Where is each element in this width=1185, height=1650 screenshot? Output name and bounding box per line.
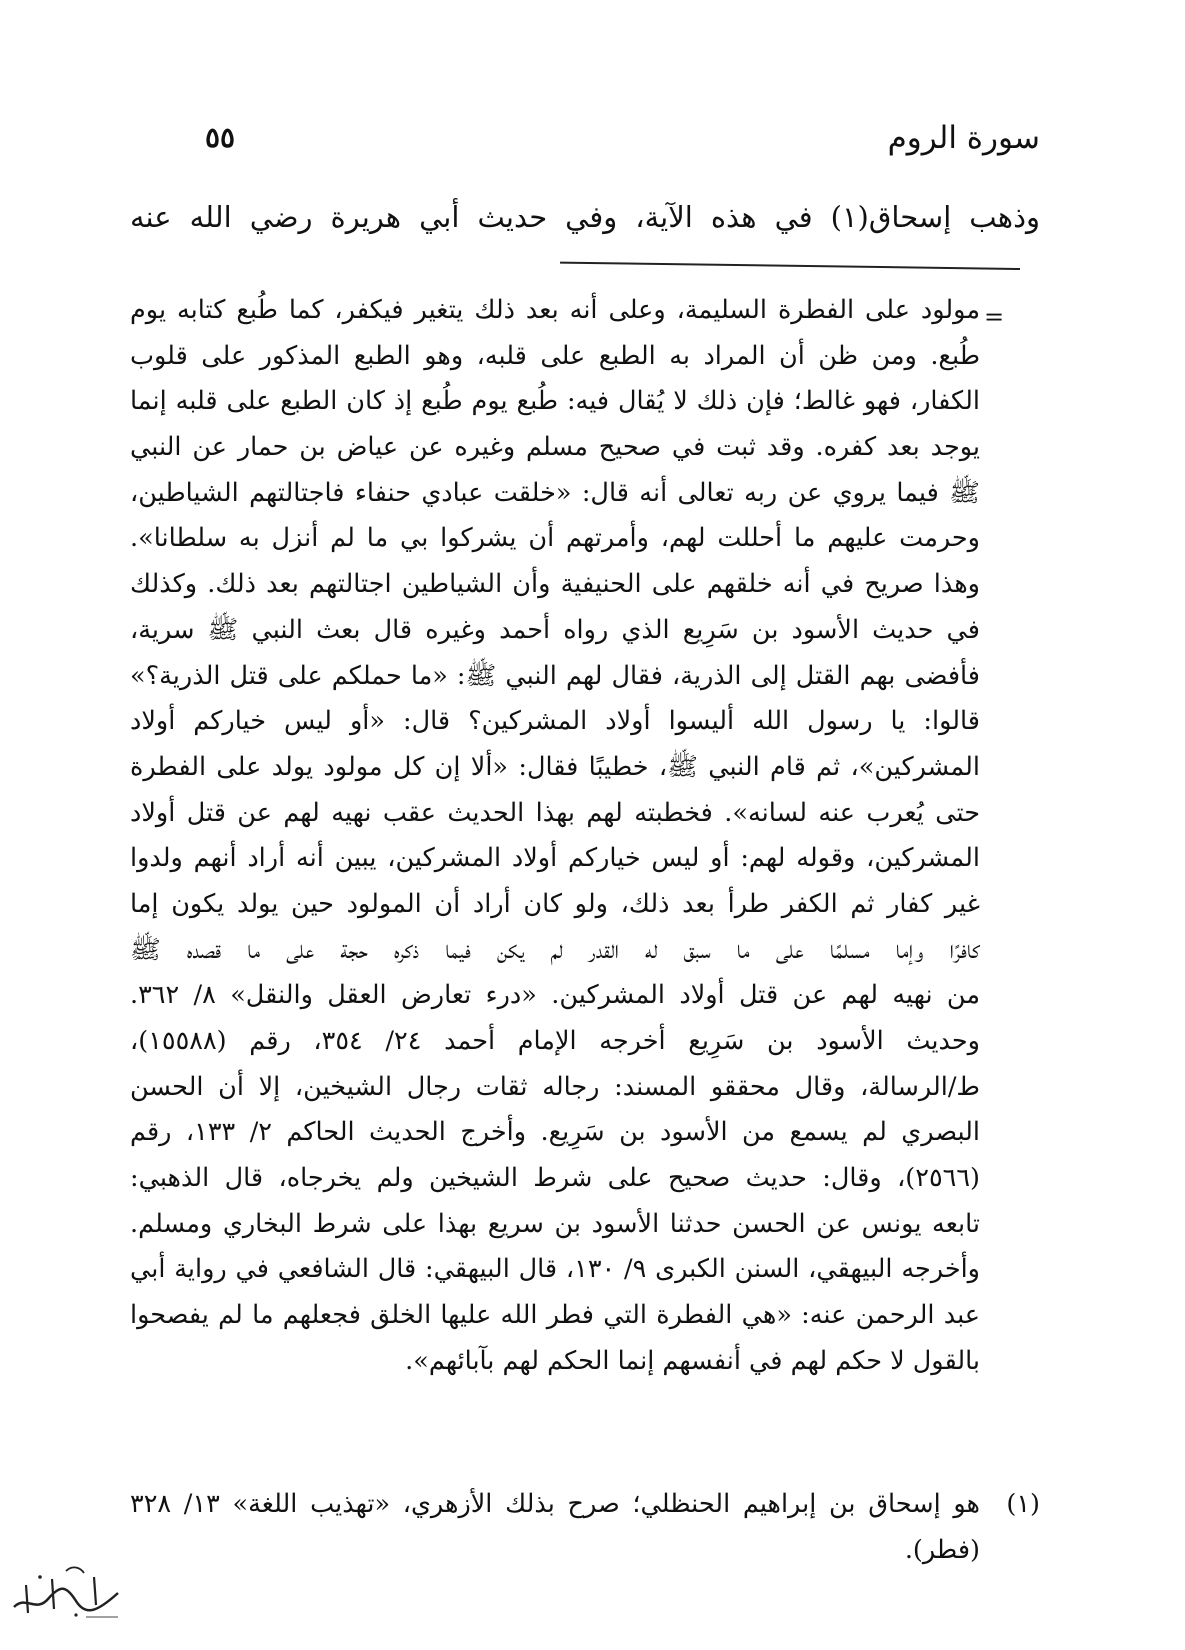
- main-text-line: وذهب إسحاق(١) في هذه الآية، وفي حديث أبي هريرة رضي الله عنه: [130, 200, 1040, 234]
- footnote-line: يوجد بعد كفره. وقد ثبت في صحيح مسلم وغيره عن عياض بن حمار عن النبي: [130, 432, 980, 463]
- footnote-line: عبد الرحمن عنه: «هي الفطرة التي فطر الله عليها الخلق فجعلهم ما لم يفصحوا: [130, 1300, 980, 1331]
- continued-footnote: [130, 288, 980, 1385]
- footnote-marker: (١): [1006, 1489, 1040, 1519]
- footnote-line: (فطر).: [904, 1534, 980, 1565]
- footnote-line: في حديث الأسود بن سَرِيع الذي رواه أحمد وغيره قال بعث النبي ﷺ سرية،: [130, 614, 980, 645]
- footnote-line: فأفضى بهم القتل إلى الذرية، فقال لهم النبي ﷺ: «ما حملكم على قتل الذرية؟»: [130, 660, 980, 691]
- page-header: [205, 116, 1040, 166]
- page-number: ٥٥: [205, 121, 236, 154]
- footnote-line: ﷺ فيما يروي عن ربه تعالى أنه قال: «خلقت عبادي حنفاء فاجتالتهم الشياطين،: [130, 477, 980, 508]
- footnote-line: مولود على الفطرة السليمة، وعلى أنه بعد ذلك يتغير فيكفر، كما طُبع كتابه يوم: [130, 295, 980, 325]
- footnote-line: وأخرجه البيهقي، السنن الكبرى ٩/ ١٣٠، قال البيهقي: قال الشافعي في رواية أبي: [130, 1254, 980, 1285]
- footnote-line: كافرًا وإما مسلمًا على ما سبق له القدر لم يكن فيما ذكره حجة على ما قصده ﷺ: [130, 934, 980, 965]
- continuation-mark: =: [984, 303, 1005, 331]
- footnote-line: البصري لم يسمع من الأسود بن سَرِيع. وأخرج الحديث الحاكم ٢/ ١٣٣، رقم: [130, 1117, 980, 1148]
- footnote-line: (٢٥٦٦)، وقال: حديث صحيح على شرط الشيخين ولم يخرجاه، قال الذهبي:: [130, 1163, 980, 1194]
- footnote-line: ط/الرسالة، وقال محققو المسند: رجاله ثقات رجال الشيخين، إلا أن الحسن: [130, 1071, 980, 1102]
- footnote-line: وحرمت عليهم ما أحللت لهم، وأمرتهم أن يشركوا بي ما لم أنزل به سلطانا».: [130, 523, 980, 554]
- footnote-line: حتى يُعرب عنه لسانه». فخطبته لهم بهذا الحديث عقب نهيه لهم عن قتل أولاد: [130, 797, 980, 828]
- footnote-line: قالوا: يا رسول الله أليسوا أولاد المشركين؟ قال: «أو ليس خياركم أولاد: [130, 706, 980, 737]
- footnote-line: هو إسحاق بن إبراهيم الحنظلي؛ صرح بذلك الأزهري، «تهذيب اللغة» ١٣/ ٣٢٨: [130, 1489, 980, 1519]
- footnote-line: تابعه يونس عن الحسن حدثنا الأسود بن سريع بهذا على شرط البخاري ومسلم.: [130, 1208, 980, 1239]
- footnote-line: المشركين»، ثم قام النبي ﷺ، خطيبًا فقال: «ألا إن كل مولود يولد على الفطرة: [130, 751, 980, 782]
- footnote-line: وهذا صريح في أنه خلقهم على الحنيفية وأن الشياطين اجتالتهم بعد ذلك. وكذلك: [130, 569, 980, 600]
- footnote-line: وحديث الأسود بن سَرِيع أخرجه الإمام أحمد ٢٤/ ٣٥٤، رقم (١٥٥٨٨)،: [130, 1026, 980, 1056]
- footnote-line: غير كفار ثم الكفر طرأ بعد ذلك، ولو كان أراد أن المولود حين يولد يكون إما: [130, 888, 980, 919]
- footnote-line: المشركين، وقوله لهم: أو ليس خياركم أولاد المشركين، يبين أنه أراد أنهم ولدوا: [130, 843, 980, 874]
- footnote-line: طُبع. ومن ظن أن المراد به الطبع على قلبه، وهو الطبع المذكور على قلوب: [130, 340, 980, 371]
- sura-title: سورة الروم: [887, 120, 1040, 156]
- footnote-1: [130, 1482, 1040, 1573]
- publisher-logo: [6, 1555, 126, 1625]
- footnote-separator: [560, 262, 1020, 270]
- footnote-line: الكفار، فهو غالط؛ فإن ذلك لا يُقال فيه: طُبع يوم طُبع إذ كان الطبع على قلبه إنما: [130, 386, 980, 417]
- footnote-line: بالقول لا حكم لهم في أنفسهم إنما الحكم لهم بآبائهم».: [405, 1345, 980, 1376]
- footnote-line: من نهيه لهم عن قتل أولاد المشركين. «درء تعارض العقل والنقل» ٨/ ٣٦٢.: [130, 980, 980, 1011]
